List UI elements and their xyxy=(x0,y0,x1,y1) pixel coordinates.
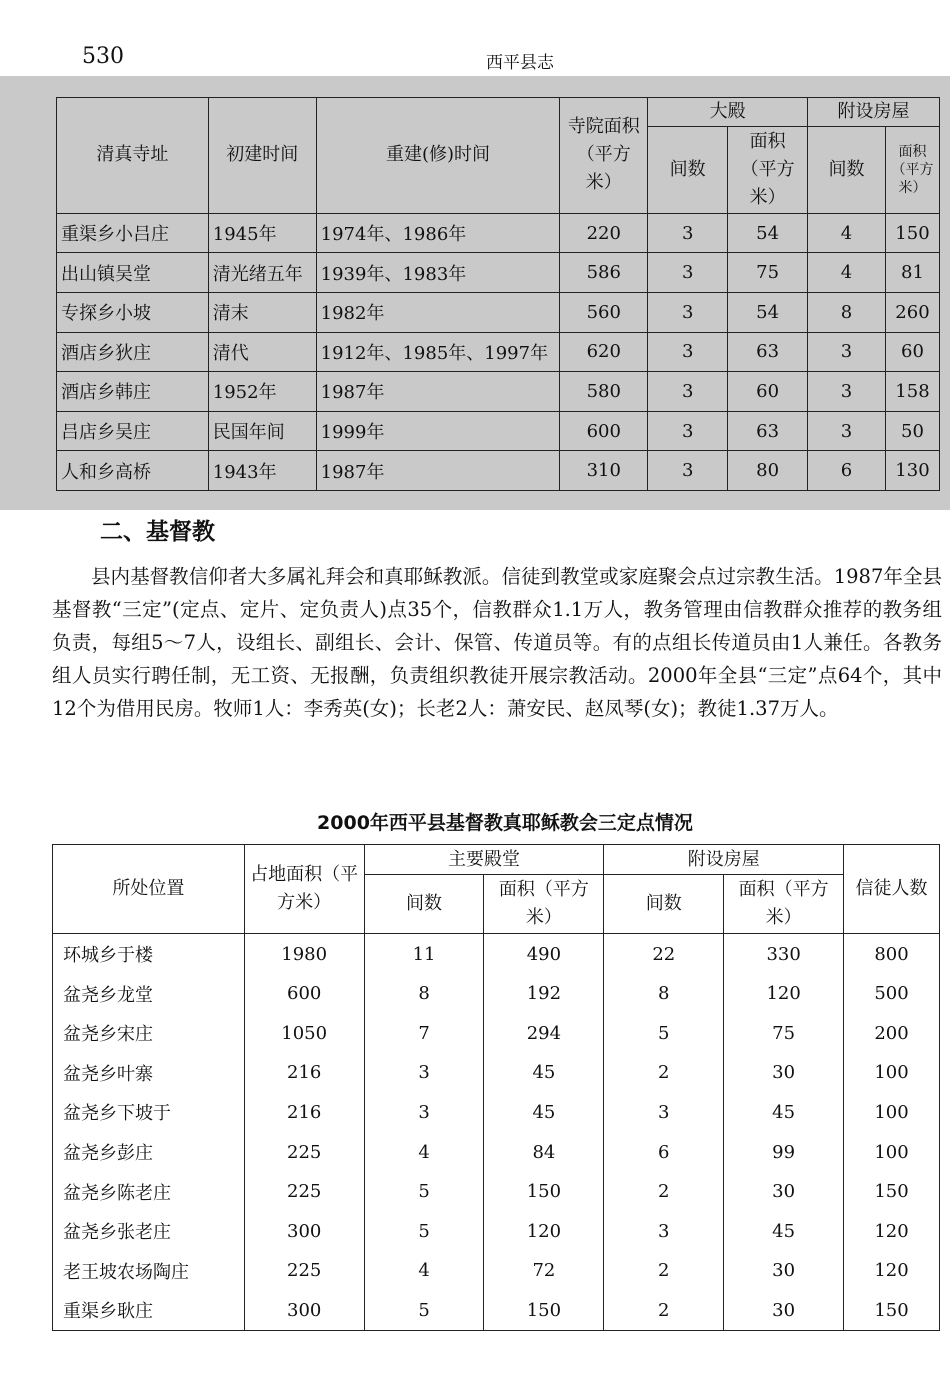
table-cell: 8 xyxy=(808,292,886,332)
table-cell: 盆尧乡陈老庄 xyxy=(53,1172,245,1212)
table-row xyxy=(53,1211,940,1251)
table-row xyxy=(53,1251,940,1291)
table-cell: 3 xyxy=(648,411,728,451)
page-header xyxy=(0,40,950,74)
table-row xyxy=(53,1053,940,1093)
table-cell: 3 xyxy=(648,332,728,372)
table-cell: 3 xyxy=(364,1053,484,1093)
table-cell: 3 xyxy=(364,1093,484,1133)
table-cell: 环城乡于楼 xyxy=(53,934,245,974)
header-main-hall: 大殿 xyxy=(648,98,808,127)
table-cell: 清代 xyxy=(208,332,316,372)
table-cell: 2 xyxy=(604,1172,724,1212)
table-cell: 专探乡小坡 xyxy=(57,292,209,332)
header-main-hall: 主要殿堂 xyxy=(364,845,604,875)
church-header-row xyxy=(53,845,940,875)
table-row xyxy=(57,213,940,253)
header-believers: 信徒人数 xyxy=(844,845,940,934)
table-cell: 清光绪五年 xyxy=(208,253,316,293)
table-cell: 吕店乡吴庄 xyxy=(57,411,209,451)
table-cell: 150 xyxy=(844,1290,940,1330)
table-cell: 1987年 xyxy=(316,372,560,412)
table-cell: 192 xyxy=(484,974,604,1014)
table-cell: 30 xyxy=(724,1053,844,1093)
table-cell: 7 xyxy=(364,1014,484,1054)
table-cell: 3 xyxy=(604,1093,724,1133)
table-cell: 3 xyxy=(648,451,728,491)
table-cell: 3 xyxy=(808,332,886,372)
table-cell: 100 xyxy=(844,1132,940,1172)
table-cell: 84 xyxy=(484,1132,604,1172)
header-hall-area: 面积（平方米） xyxy=(728,127,808,213)
header-hall-rooms: 间数 xyxy=(648,127,728,213)
running-title: 西平县志 xyxy=(486,53,554,73)
header-location: 所处位置 xyxy=(53,845,245,934)
table-cell: 294 xyxy=(484,1014,604,1054)
table-cell: 225 xyxy=(244,1132,364,1172)
table-cell: 8 xyxy=(604,974,724,1014)
table-cell: 重渠乡耿庄 xyxy=(53,1290,245,1330)
table-cell: 老王坡农场陶庄 xyxy=(53,1251,245,1291)
table-cell: 出山镇吴堂 xyxy=(57,253,209,293)
table-cell: 800 xyxy=(844,934,940,974)
table-cell: 54 xyxy=(728,292,808,332)
table-cell: 1939年、1983年 xyxy=(316,253,560,293)
header-area: 寺院面积（平方米） xyxy=(560,98,648,214)
table-cell: 45 xyxy=(724,1211,844,1251)
header-annex-area: 面积（平方米） xyxy=(724,875,844,934)
table-cell: 重渠乡小吕庄 xyxy=(57,213,209,253)
table-cell: 2 xyxy=(604,1053,724,1093)
table-cell: 3 xyxy=(648,292,728,332)
page-number: 530 xyxy=(82,44,124,69)
table-cell: 120 xyxy=(724,974,844,1014)
table-cell: 260 xyxy=(885,292,939,332)
table-cell: 330 xyxy=(724,934,844,974)
table-cell: 72 xyxy=(484,1251,604,1291)
table-cell: 216 xyxy=(244,1093,364,1133)
table-cell: 1982年 xyxy=(316,292,560,332)
table-cell: 6 xyxy=(604,1132,724,1172)
table-cell: 500 xyxy=(844,974,940,1014)
table-cell: 盆尧乡彭庄 xyxy=(53,1132,245,1172)
table-cell: 1999年 xyxy=(316,411,560,451)
table-row xyxy=(53,1172,940,1212)
table-cell: 45 xyxy=(484,1093,604,1133)
table-cell: 300 xyxy=(244,1290,364,1330)
table-cell: 100 xyxy=(844,1093,940,1133)
table-cell: 63 xyxy=(728,332,808,372)
table-cell: 220 xyxy=(560,213,648,253)
church-table-title: 2000年西平县基督教真耶稣教会三定点情况 xyxy=(317,812,693,834)
table-cell: 11 xyxy=(364,934,484,974)
table-row xyxy=(53,974,940,1014)
header-annex: 附设房屋 xyxy=(604,845,844,875)
table-cell: 30 xyxy=(724,1172,844,1212)
table-cell: 酒店乡狄庄 xyxy=(57,332,209,372)
table-cell: 1050 xyxy=(244,1014,364,1054)
table-row xyxy=(53,1014,940,1054)
table-cell: 3 xyxy=(648,372,728,412)
table-cell: 30 xyxy=(724,1251,844,1291)
table-cell: 63 xyxy=(728,411,808,451)
table-cell: 200 xyxy=(844,1014,940,1054)
table-cell: 1974年、1986年 xyxy=(316,213,560,253)
table-cell: 5 xyxy=(364,1211,484,1251)
table-cell: 8 xyxy=(364,974,484,1014)
table-cell: 4 xyxy=(364,1251,484,1291)
table-cell: 4 xyxy=(808,213,886,253)
header-site: 清真寺址 xyxy=(57,98,209,214)
table-row xyxy=(53,934,940,974)
table-cell: 3 xyxy=(648,253,728,293)
table-cell: 580 xyxy=(560,372,648,412)
table-cell: 5 xyxy=(604,1014,724,1054)
table-row xyxy=(57,253,940,293)
table-cell: 120 xyxy=(484,1211,604,1251)
table-cell: 1952年 xyxy=(208,372,316,412)
table-cell: 150 xyxy=(885,213,939,253)
paragraph-text: 县内基督教信仰者大多属礼拜会和真耶稣教派。信徒到教堂或家庭聚会点过宗教生活。1987年全县基督教“三定”(定点、定片、定负责人)点35个，信教群众1.1万人，教务管理由信教群众推荐的教务组负责，每组5～7人，设组长、副组长、会计、保管、传道员等。有的点组长传道员由1人兼任。各教务组人员实行聘任制，无工资、无报酬，负责组织教徒开展宗教活动。2000年全县“三定”点64个，其中12个为借用民房。牧师1人：李秀英(女)；长老2人：萧安民、赵凤琴(女)；教徒1.37万人。 xyxy=(52,565,942,720)
table-cell: 1945年 xyxy=(208,213,316,253)
table-cell: 158 xyxy=(885,372,939,412)
table-cell: 人和乡高桥 xyxy=(57,451,209,491)
header-land-area: 占地面积（平方米） xyxy=(244,845,364,934)
table-cell: 620 xyxy=(560,332,648,372)
header-hall-area: 面积（平方米） xyxy=(484,875,604,934)
table-row xyxy=(57,411,940,451)
table-row xyxy=(53,1290,940,1330)
table-cell: 22 xyxy=(604,934,724,974)
table-cell: 81 xyxy=(885,253,939,293)
header-rebuilt: 重建(修)时间 xyxy=(316,98,560,214)
table-cell: 盆尧乡宋庄 xyxy=(53,1014,245,1054)
header-annex: 附设房屋 xyxy=(808,98,940,127)
table-cell: 75 xyxy=(728,253,808,293)
table-cell: 1912年、1985年、1997年 xyxy=(316,332,560,372)
section-heading: 二、基督教 xyxy=(100,519,215,545)
table-cell: 民国年间 xyxy=(208,411,316,451)
table-cell: 490 xyxy=(484,934,604,974)
section-paragraph xyxy=(52,560,942,725)
table-cell: 216 xyxy=(244,1053,364,1093)
table-cell: 45 xyxy=(724,1093,844,1133)
table-cell: 45 xyxy=(484,1053,604,1093)
table-cell: 75 xyxy=(724,1014,844,1054)
table-cell: 4 xyxy=(808,253,886,293)
table-cell: 560 xyxy=(560,292,648,332)
table-cell: 4 xyxy=(364,1132,484,1172)
table-cell: 2 xyxy=(604,1290,724,1330)
table-cell: 盆尧乡下坡于 xyxy=(53,1093,245,1133)
table-cell: 150 xyxy=(844,1172,940,1212)
mosque-table xyxy=(56,97,940,491)
table-cell: 盆尧乡龙堂 xyxy=(53,974,245,1014)
table-cell: 120 xyxy=(844,1211,940,1251)
table-cell: 80 xyxy=(728,451,808,491)
table-cell: 50 xyxy=(885,411,939,451)
table-cell: 54 xyxy=(728,213,808,253)
table-cell: 130 xyxy=(885,451,939,491)
table-cell: 100 xyxy=(844,1053,940,1093)
header-annex-area: 面积（平方米） xyxy=(885,127,939,213)
table-cell: 1987年 xyxy=(316,451,560,491)
table-row xyxy=(57,451,940,491)
table-cell: 586 xyxy=(560,253,648,293)
table-cell: 60 xyxy=(728,372,808,412)
table-cell: 600 xyxy=(244,974,364,1014)
table-row xyxy=(57,372,940,412)
table-cell: 盆尧乡张老庄 xyxy=(53,1211,245,1251)
table-cell: 1943年 xyxy=(208,451,316,491)
table-cell: 150 xyxy=(484,1290,604,1330)
table-cell: 30 xyxy=(724,1290,844,1330)
table-cell: 300 xyxy=(244,1211,364,1251)
table-cell: 150 xyxy=(484,1172,604,1212)
table-cell: 3 xyxy=(808,411,886,451)
header-hall-rooms: 间数 xyxy=(364,875,484,934)
mosque-header-row xyxy=(57,98,940,127)
table-cell: 60 xyxy=(885,332,939,372)
table-cell: 310 xyxy=(560,451,648,491)
table-cell: 1980 xyxy=(244,934,364,974)
table-cell: 225 xyxy=(244,1251,364,1291)
table-cell: 2 xyxy=(604,1251,724,1291)
table-cell: 3 xyxy=(808,372,886,412)
header-annex-rooms: 间数 xyxy=(604,875,724,934)
table-cell: 600 xyxy=(560,411,648,451)
table-cell: 酒店乡韩庄 xyxy=(57,372,209,412)
table-cell: 3 xyxy=(648,213,728,253)
table-cell: 120 xyxy=(844,1251,940,1291)
table-cell: 5 xyxy=(364,1290,484,1330)
table-cell: 3 xyxy=(604,1211,724,1251)
table-cell: 盆尧乡叶寨 xyxy=(53,1053,245,1093)
table-row xyxy=(57,292,940,332)
church-table xyxy=(52,844,940,1331)
table-row xyxy=(57,332,940,372)
header-annex-rooms: 间数 xyxy=(808,127,886,213)
table-cell: 99 xyxy=(724,1132,844,1172)
table-row xyxy=(53,1093,940,1133)
table-cell: 5 xyxy=(364,1172,484,1212)
header-built: 初建时间 xyxy=(208,98,316,214)
table-cell: 225 xyxy=(244,1172,364,1212)
table-row xyxy=(53,1132,940,1172)
table-cell: 6 xyxy=(808,451,886,491)
table-cell: 清末 xyxy=(208,292,316,332)
